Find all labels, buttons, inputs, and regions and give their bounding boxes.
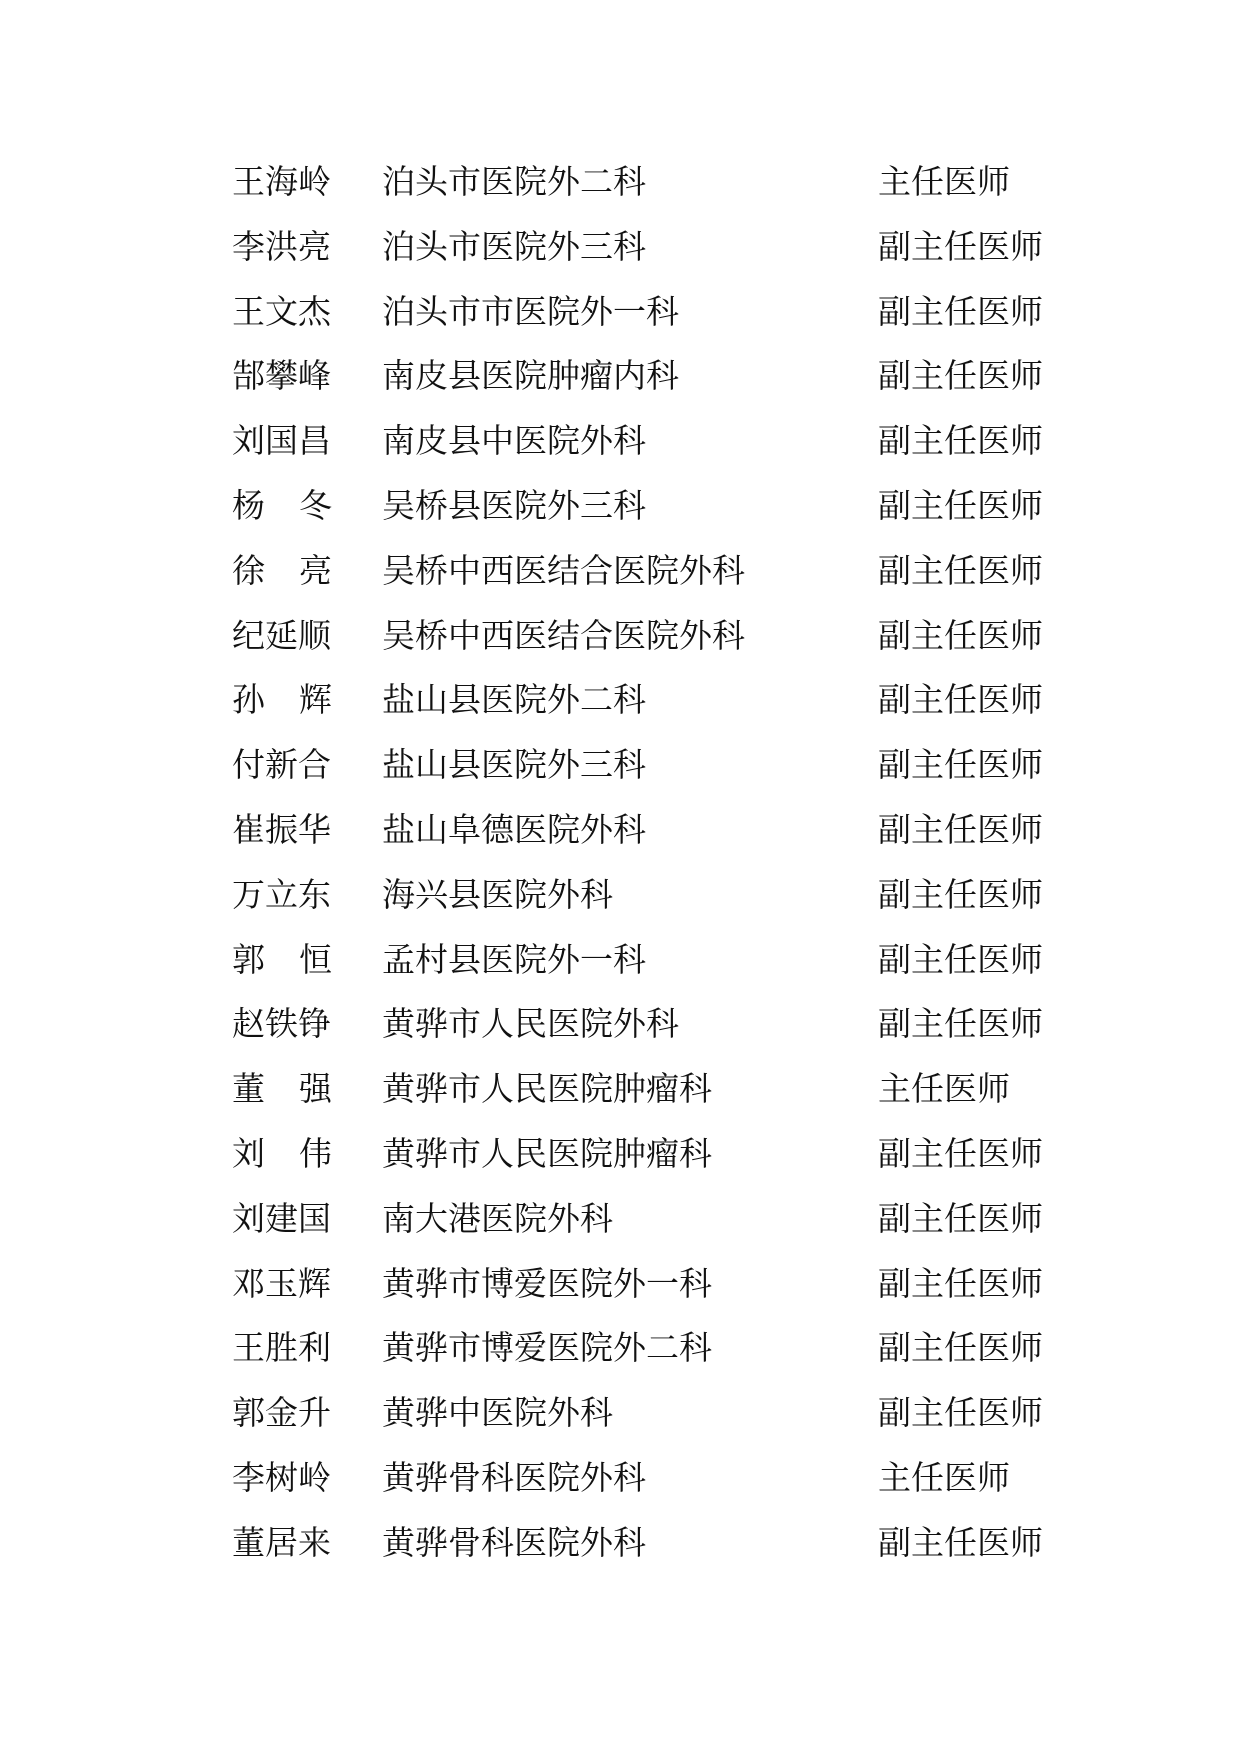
professional-title: 副主任医师 <box>878 1522 1043 1562</box>
roster-row <box>232 409 1092 474</box>
professional-title: 副主任医师 <box>878 1004 1043 1044</box>
roster-row <box>232 344 1092 409</box>
hospital-department: 南大港医院外科 <box>382 1198 613 1238</box>
doctor-name: 董 强 <box>232 1069 332 1109</box>
doctor-name: 刘国昌 <box>232 421 331 461</box>
professional-title: 副主任医师 <box>878 1133 1043 1173</box>
doctor-name: 崔振华 <box>232 809 331 849</box>
roster-row <box>232 1381 1092 1446</box>
roster-row <box>232 1252 1092 1317</box>
hospital-department: 海兴县医院外科 <box>382 874 613 914</box>
hospital-department: 黄骅中医院外科 <box>382 1393 613 1433</box>
hospital-department: 南皮县中医院外科 <box>382 421 646 461</box>
professional-title: 副主任医师 <box>878 291 1043 331</box>
professional-title: 主任医师 <box>878 162 1010 201</box>
professional-title: 副主任医师 <box>878 421 1043 461</box>
roster-row <box>232 150 1092 215</box>
hospital-department: 黄骅市人民医院肿瘤科 <box>382 1133 712 1173</box>
professional-title: 副主任医师 <box>878 939 1043 979</box>
doctor-name: 赵铁铮 <box>232 1004 331 1044</box>
roster-row <box>232 539 1092 604</box>
doctor-name: 郭 恒 <box>232 939 332 979</box>
roster-row <box>232 604 1092 669</box>
hospital-department: 泊头市医院外三科 <box>382 226 646 266</box>
professional-title: 副主任医师 <box>878 1328 1043 1368</box>
doctor-name: 万立东 <box>232 874 331 914</box>
doctor-name: 孙 辉 <box>232 680 332 720</box>
roster-row <box>232 928 1092 993</box>
hospital-department: 吴桥中西医结合医院外科 <box>382 615 745 655</box>
roster-row <box>232 863 1092 928</box>
professional-title: 副主任医师 <box>878 615 1043 655</box>
hospital-department: 孟村县医院外一科 <box>382 939 646 979</box>
professional-title: 副主任医师 <box>878 809 1043 849</box>
hospital-department: 南皮县医院肿瘤内科 <box>382 356 679 396</box>
professional-title: 副主任医师 <box>878 485 1043 525</box>
roster-row <box>232 733 1092 798</box>
professional-title: 副主任医师 <box>878 745 1043 785</box>
hospital-department: 泊头市市医院外一科 <box>382 291 679 331</box>
roster-row <box>232 1446 1092 1511</box>
doctor-name: 郭金升 <box>232 1393 331 1433</box>
professional-title: 副主任医师 <box>878 226 1043 266</box>
professional-title: 副主任医师 <box>878 874 1043 914</box>
roster-row <box>232 1187 1092 1252</box>
professional-title: 副主任医师 <box>878 356 1043 396</box>
hospital-department: 盐山县医院外二科 <box>382 680 646 720</box>
professional-title: 副主任医师 <box>878 550 1043 590</box>
roster-row <box>232 474 1092 539</box>
hospital-department: 吴桥中西医结合医院外科 <box>382 550 745 590</box>
professional-title: 副主任医师 <box>878 680 1043 720</box>
professional-title: 主任医师 <box>878 1069 1010 1109</box>
professional-title: 主任医师 <box>878 1457 1010 1497</box>
hospital-department: 黄骅市人民医院外科 <box>382 1004 679 1044</box>
doctor-name: 徐 亮 <box>232 550 332 590</box>
hospital-department: 吴桥县医院外三科 <box>382 485 646 525</box>
hospital-department: 泊头市医院外二科 <box>382 162 646 201</box>
hospital-department: 盐山阜德医院外科 <box>382 809 646 849</box>
hospital-department: 黄骅骨科医院外科 <box>382 1457 646 1497</box>
doctor-name: 王胜利 <box>232 1328 331 1368</box>
doctor-name: 付新合 <box>232 745 331 785</box>
doctor-name: 郜攀峰 <box>232 356 331 396</box>
roster-row <box>232 1122 1092 1187</box>
roster-row <box>232 798 1092 863</box>
doctor-name: 纪延顺 <box>232 615 331 655</box>
doctor-name: 董居来 <box>232 1522 331 1562</box>
roster-row <box>232 1511 1092 1576</box>
doctor-name: 王文杰 <box>232 291 331 331</box>
roster-row <box>232 1316 1092 1381</box>
doctor-roster <box>232 150 1092 1576</box>
hospital-department: 黄骅市博爱医院外二科 <box>382 1328 712 1368</box>
hospital-department: 盐山县医院外三科 <box>382 745 646 785</box>
hospital-department: 黄骅市博爱医院外一科 <box>382 1263 712 1303</box>
professional-title: 副主任医师 <box>878 1263 1043 1303</box>
doctor-name: 邓玉辉 <box>232 1263 331 1303</box>
hospital-department: 黄骅市人民医院肿瘤科 <box>382 1069 712 1109</box>
doctor-name: 刘建国 <box>232 1198 331 1238</box>
roster-row <box>232 992 1092 1057</box>
doctor-name: 刘 伟 <box>232 1133 332 1173</box>
professional-title: 副主任医师 <box>878 1393 1043 1433</box>
doctor-name: 李树岭 <box>232 1457 331 1497</box>
roster-row <box>232 280 1092 345</box>
professional-title: 副主任医师 <box>878 1198 1043 1238</box>
hospital-department: 黄骅骨科医院外科 <box>382 1522 646 1562</box>
doctor-name: 王海岭 <box>232 162 331 201</box>
doctor-name: 杨 冬 <box>232 485 332 525</box>
roster-row <box>232 215 1092 280</box>
doctor-name: 李洪亮 <box>232 226 331 266</box>
roster-row <box>232 668 1092 733</box>
roster-row <box>232 1057 1092 1122</box>
